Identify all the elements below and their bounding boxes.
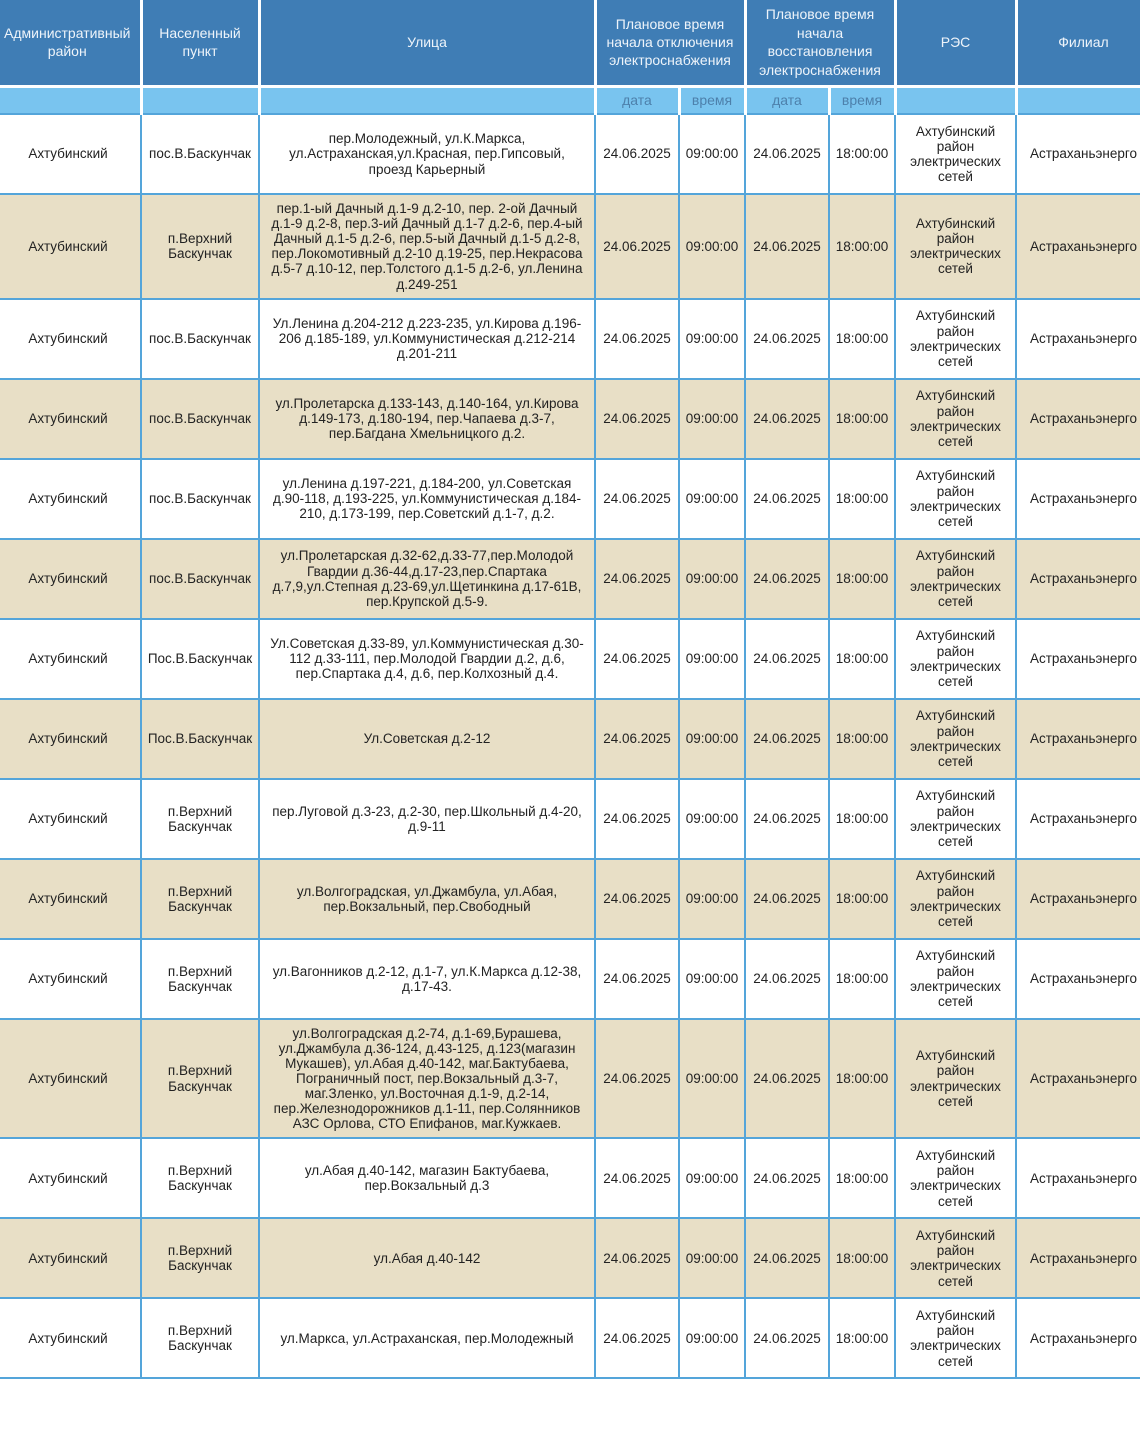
outage-row: [0, 539, 1140, 619]
cell-outage-time: 09:00:00: [679, 459, 745, 539]
cell-outage-time: 09:00:00: [679, 194, 745, 299]
cell-street-list: пер.Молодежный, ул.К.Маркса, ул.Астраханская,ул.Красная, пер.Гипсовый, проезд Карьерный: [259, 114, 595, 194]
cell-outage-date: 24.06.2025: [595, 114, 679, 194]
cell-street-list: Ул.Советская д.2-12: [259, 699, 595, 779]
subheader-outage-time: время: [679, 86, 745, 114]
cell-restore-time: 18:00:00: [829, 539, 895, 619]
cell-branch: Астраханьэнерго: [1016, 939, 1140, 1019]
cell-outage-time: 09:00:00: [679, 539, 745, 619]
cell-settlement: п.Верхний Баскунчак: [141, 1019, 259, 1139]
cell-outage-time: 09:00:00: [679, 779, 745, 859]
cell-res: Ахтубинский район электрических сетей: [895, 619, 1016, 699]
cell-outage-time: 09:00:00: [679, 859, 745, 939]
cell-settlement: п.Верхний Баскунчак: [141, 1218, 259, 1298]
cell-restore-date: 24.06.2025: [745, 1019, 829, 1139]
outage-row: [0, 114, 1140, 194]
cell-outage-time: 09:00:00: [679, 379, 745, 459]
cell-admin-district: Ахтубинский: [0, 194, 141, 299]
cell-street-list: ул.Пролетарска д.133-143, д.140-164, ул.Кирова д.149-173, д.180-194, пер.Чапаева д.3-7, пер.Багдана Хмельницкого д.2.: [259, 379, 595, 459]
cell-outage-time: 09:00:00: [679, 939, 745, 1019]
cell-res: Ахтубинский район электрических сетей: [895, 939, 1016, 1019]
subheader-empty-street: [259, 86, 595, 114]
cell-settlement: пос.В.Баскунчак: [141, 114, 259, 194]
cell-outage-date: 24.06.2025: [595, 1218, 679, 1298]
cell-res: Ахтубинский район электрических сетей: [895, 194, 1016, 299]
cell-outage-date: 24.06.2025: [595, 379, 679, 459]
cell-outage-date: 24.06.2025: [595, 779, 679, 859]
header-res: РЭС: [895, 0, 1016, 86]
cell-admin-district: Ахтубинский: [0, 379, 141, 459]
cell-admin-district: Ахтубинский: [0, 1019, 141, 1139]
outage-row: [0, 939, 1140, 1019]
outage-row: [0, 859, 1140, 939]
cell-outage-date: 24.06.2025: [595, 194, 679, 299]
cell-admin-district: Ахтубинский: [0, 1218, 141, 1298]
header-admin-district: Административный район: [0, 0, 141, 86]
cell-restore-time: 18:00:00: [829, 939, 895, 1019]
header-outage-start-group: Плановое время начала отключения электроснабжения: [595, 0, 745, 86]
cell-branch: Астраханьэнерго: [1016, 859, 1140, 939]
cell-street-list: ул.Пролетарская д.32-62,д.33-77,пер.Молодой Гвардии д.36-44,д.17-23,пер.Спартака д.7,9,ул.Степная д.23-69,ул.Щетинкина д.17-61В, пер.Крупской д.5-9.: [259, 539, 595, 619]
outage-row: [0, 619, 1140, 699]
cell-res: Ахтубинский район электрических сетей: [895, 299, 1016, 379]
outage-table-body: [0, 114, 1140, 1378]
cell-outage-date: 24.06.2025: [595, 1138, 679, 1218]
cell-res: Ахтубинский район электрических сетей: [895, 379, 1016, 459]
cell-restore-date: 24.06.2025: [745, 699, 829, 779]
cell-branch: Астраханьэнерго: [1016, 194, 1140, 299]
cell-street-list: Ул.Ленина д.204-212 д.223-235, ул.Кирова д.196-206 д.185-189, ул.Коммунистическая д.212-214 д.201-211: [259, 299, 595, 379]
cell-res: Ахтубинский район электрических сетей: [895, 1298, 1016, 1378]
cell-street-list: ул.Вагонников д.2-12, д.1-7, ул.К.Маркса д.12-38, д.17-43.: [259, 939, 595, 1019]
cell-street-list: ул.Абая д.40-142: [259, 1218, 595, 1298]
subheader-empty-res: [895, 86, 1016, 114]
cell-branch: Астраханьэнерго: [1016, 1019, 1140, 1139]
cell-outage-time: 09:00:00: [679, 699, 745, 779]
cell-restore-date: 24.06.2025: [745, 1138, 829, 1218]
header-settlement: Населенный пункт: [141, 0, 259, 86]
cell-branch: Астраханьэнерго: [1016, 619, 1140, 699]
cell-admin-district: Ахтубинский: [0, 619, 141, 699]
cell-outage-date: 24.06.2025: [595, 699, 679, 779]
cell-settlement: п.Верхний Баскунчак: [141, 939, 259, 1019]
cell-outage-date: 24.06.2025: [595, 619, 679, 699]
cell-branch: Астраханьэнерго: [1016, 114, 1140, 194]
header-street: Улица: [259, 0, 595, 86]
cell-res: Ахтубинский район электрических сетей: [895, 859, 1016, 939]
cell-restore-date: 24.06.2025: [745, 299, 829, 379]
outage-row: [0, 194, 1140, 299]
header-branch: Филиал: [1016, 0, 1140, 86]
outage-row: [0, 1298, 1140, 1378]
cell-street-list: Ул.Советская д.33-89, ул.Коммунистическая д.30-112 д.33-111, пер.Молодой Гвардии д.2, д.6, пер.Спартака д.4, д.6, пер.Колхозный д.4.: [259, 619, 595, 699]
cell-admin-district: Ахтубинский: [0, 539, 141, 619]
cell-restore-date: 24.06.2025: [745, 459, 829, 539]
cell-restore-date: 24.06.2025: [745, 1218, 829, 1298]
cell-settlement: п.Верхний Баскунчак: [141, 1138, 259, 1218]
cell-outage-date: 24.06.2025: [595, 939, 679, 1019]
cell-settlement: пос.В.Баскунчак: [141, 459, 259, 539]
header-row-sub: [0, 86, 1140, 114]
cell-restore-time: 18:00:00: [829, 859, 895, 939]
cell-restore-date: 24.06.2025: [745, 194, 829, 299]
cell-admin-district: Ахтубинский: [0, 779, 141, 859]
cell-restore-date: 24.06.2025: [745, 939, 829, 1019]
cell-outage-date: 24.06.2025: [595, 539, 679, 619]
cell-settlement: п.Верхний Баскунчак: [141, 194, 259, 299]
cell-branch: Астраханьэнерго: [1016, 699, 1140, 779]
cell-settlement: п.Верхний Баскунчак: [141, 779, 259, 859]
cell-res: Ахтубинский район электрических сетей: [895, 459, 1016, 539]
outage-row: [0, 1019, 1140, 1139]
cell-admin-district: Ахтубинский: [0, 939, 141, 1019]
cell-restore-time: 18:00:00: [829, 194, 895, 299]
cell-settlement: пос.В.Баскунчак: [141, 299, 259, 379]
cell-res: Ахтубинский район электрических сетей: [895, 1218, 1016, 1298]
cell-restore-time: 18:00:00: [829, 299, 895, 379]
cell-street-list: пер.1-ый Дачный д.1-9 д.2-10, пер. 2-ой Дачный д.1-9 д.2-8, пер.3-ий Дачный д.1-7 д.2-6, пер.4-ый Дачный д.1-5 д.2-6, пер.5-ый Дачный д.1-5 д.2-8, пер.Локомотивный д.2-10 д.19-25, пер.Некрасова д.5-7 д.10-12, пер.Толстого д.1-5 д.2-6, ул.Ленина д.249-251: [259, 194, 595, 299]
cell-outage-time: 09:00:00: [679, 1298, 745, 1378]
cell-res: Ахтубинский район электрических сетей: [895, 539, 1016, 619]
cell-restore-date: 24.06.2025: [745, 1298, 829, 1378]
cell-settlement: Пос.В.Баскунчак: [141, 619, 259, 699]
header-row-main: [0, 0, 1140, 86]
cell-outage-time: 09:00:00: [679, 1218, 745, 1298]
cell-outage-time: 09:00:00: [679, 1019, 745, 1139]
cell-settlement: п.Верхний Баскунчак: [141, 1298, 259, 1378]
subheader-empty-settlement: [141, 86, 259, 114]
cell-admin-district: Ахтубинский: [0, 299, 141, 379]
cell-restore-time: 18:00:00: [829, 1019, 895, 1139]
cell-branch: Астраханьэнерго: [1016, 1218, 1140, 1298]
cell-restore-time: 18:00:00: [829, 1218, 895, 1298]
cell-street-list: пер.Луговой д.3-23, д.2-30, пер.Школьный д.4-20, д.9-11: [259, 779, 595, 859]
cell-admin-district: Ахтубинский: [0, 459, 141, 539]
cell-branch: Астраханьэнерго: [1016, 379, 1140, 459]
cell-res: Ахтубинский район электрических сетей: [895, 1138, 1016, 1218]
outage-row: [0, 1218, 1140, 1298]
cell-outage-date: 24.06.2025: [595, 859, 679, 939]
outage-row: [0, 1138, 1140, 1218]
cell-restore-time: 18:00:00: [829, 1298, 895, 1378]
subheader-outage-date: дата: [595, 86, 679, 114]
cell-res: Ахтубинский район электрических сетей: [895, 1019, 1016, 1139]
cell-restore-time: 18:00:00: [829, 1138, 895, 1218]
cell-admin-district: Ахтубинский: [0, 1138, 141, 1218]
cell-street-list: ул.Абая д.40-142, магазин Бактубаева, пер.Вокзальный д.3: [259, 1138, 595, 1218]
cell-restore-date: 24.06.2025: [745, 114, 829, 194]
cell-restore-date: 24.06.2025: [745, 859, 829, 939]
cell-outage-time: 09:00:00: [679, 114, 745, 194]
cell-branch: Астраханьэнерго: [1016, 1298, 1140, 1378]
cell-restore-date: 24.06.2025: [745, 539, 829, 619]
outage-row: [0, 299, 1140, 379]
cell-outage-date: 24.06.2025: [595, 1298, 679, 1378]
outage-row: [0, 459, 1140, 539]
cell-restore-date: 24.06.2025: [745, 779, 829, 859]
cell-res: Ахтубинский район электрических сетей: [895, 779, 1016, 859]
cell-branch: Астраханьэнерго: [1016, 539, 1140, 619]
outage-row: [0, 779, 1140, 859]
outage-row: [0, 699, 1140, 779]
cell-branch: Астраханьэнерго: [1016, 459, 1140, 539]
subheader-empty-branch: [1016, 86, 1140, 114]
outage-row: [0, 379, 1140, 459]
subheader-restore-date: дата: [745, 86, 829, 114]
cell-settlement: пос.В.Баскунчак: [141, 539, 259, 619]
cell-outage-date: 24.06.2025: [595, 1019, 679, 1139]
cell-outage-date: 24.06.2025: [595, 459, 679, 539]
cell-restore-time: 18:00:00: [829, 619, 895, 699]
cell-outage-time: 09:00:00: [679, 299, 745, 379]
cell-restore-time: 18:00:00: [829, 114, 895, 194]
subheader-empty-admin: [0, 86, 141, 114]
cell-restore-time: 18:00:00: [829, 779, 895, 859]
cell-restore-date: 24.06.2025: [745, 619, 829, 699]
cell-restore-time: 18:00:00: [829, 459, 895, 539]
cell-restore-time: 18:00:00: [829, 699, 895, 779]
cell-settlement: пос.В.Баскунчак: [141, 379, 259, 459]
cell-street-list: ул.Волгоградская д.2-74, д.1-69,Бурашева, ул.Джамбула д.36-124, д.43-125, д.123(магазин Мукашев), ул.Абая д.40-142, маг.Бактубаева, Пограничный пост, пер.Вокзальный д.3-7, маг.Зленко, ул.Восточная д.1-9, д.2-14, пер.Железнодорожников д.1-11, пер.Солянников АЗС Орлова, СТО Епифанов, маг.Кужкаев.: [259, 1019, 595, 1139]
cell-street-list: ул.Ленина д.197-221, д.184-200, ул.Советская д.90-118, д.193-225, ул.Коммунистическая д.184-210, д.173-199, пер.Советский д.1-7, д.2.: [259, 459, 595, 539]
cell-street-list: ул.Маркса, ул.Астраханская, пер.Молодежный: [259, 1298, 595, 1378]
cell-restore-time: 18:00:00: [829, 379, 895, 459]
cell-admin-district: Ахтубинский: [0, 859, 141, 939]
cell-res: Ахтубинский район электрических сетей: [895, 114, 1016, 194]
cell-outage-time: 09:00:00: [679, 619, 745, 699]
cell-street-list: ул.Волгоградская, ул.Джамбула, ул.Абая, пер.Вокзальный, пер.Свободный: [259, 859, 595, 939]
cell-outage-date: 24.06.2025: [595, 299, 679, 379]
subheader-restore-time: время: [829, 86, 895, 114]
header-restore-start-group: Плановое время начала восстановления электроснабжения: [745, 0, 895, 86]
cell-admin-district: Ахтубинский: [0, 1298, 141, 1378]
cell-branch: Астраханьэнерго: [1016, 299, 1140, 379]
cell-res: Ахтубинский район электрических сетей: [895, 699, 1016, 779]
cell-admin-district: Ахтубинский: [0, 114, 141, 194]
cell-branch: Астраханьэнерго: [1016, 1138, 1140, 1218]
cell-branch: Астраханьэнерго: [1016, 779, 1140, 859]
cell-restore-date: 24.06.2025: [745, 379, 829, 459]
cell-settlement: п.Верхний Баскунчак: [141, 859, 259, 939]
cell-outage-time: 09:00:00: [679, 1138, 745, 1218]
cell-settlement: Пос.В.Баскунчак: [141, 699, 259, 779]
table-header: [0, 0, 1140, 114]
cell-admin-district: Ахтубинский: [0, 699, 141, 779]
